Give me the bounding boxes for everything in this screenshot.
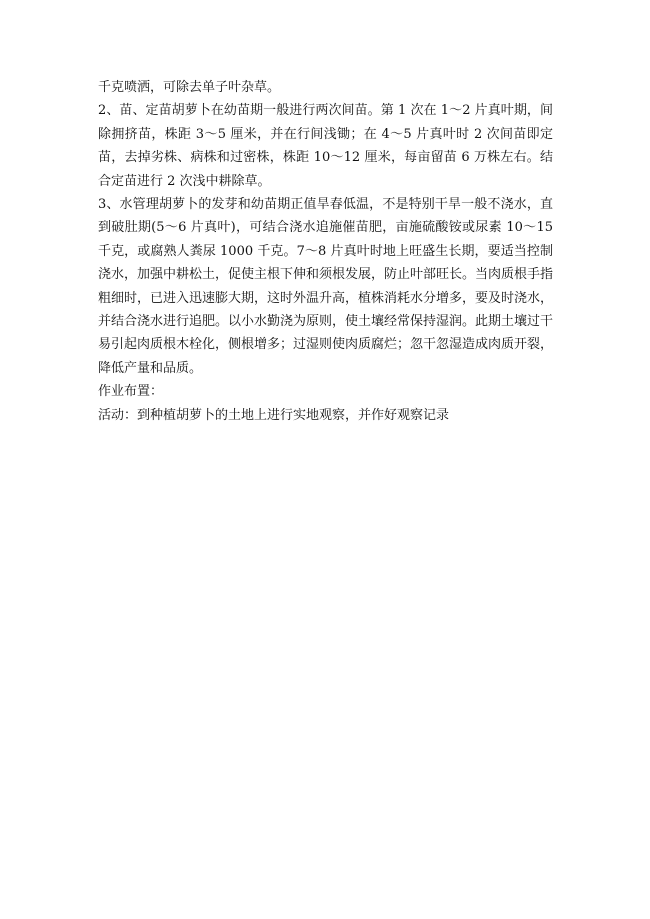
paragraph-herbicide-tail: 千克喷洒，可除去单子叶杂草。 xyxy=(98,80,281,95)
paragraph-thinning: 2、苗、定苗胡萝卜在幼苗期一般进行两次间苗。第 1 次在 1～2 片真叶期，间除拥挤苗，株距 3～5 厘米，并在行间浅锄；在 4～5 片真叶时 2 次间苗即定苗，去掉劣株、病株和过密株，株距 10～12 厘米，每亩留苗 6 万株左右。结合定苗进行 2 次浅中耕除草。 xyxy=(98,103,553,189)
paragraph-water-management: 3、水管理胡萝卜的发芽和幼苗期正值旱春低温，不是特别干旱一般不浇水，直到破肚期(5～6 片真叶)，可结合浇水追施催苗肥，亩施硫酸铵或尿素 10～15 千克，或腐熟人粪尿 1000 千克。7～8 片真叶时地上旺盛生长期，要适当控制浇水，加强中耕松土，促使主根下伸和须根发展，防止叶部旺长。当肉质根手指粗细时，已进入迅速膨大期，这时外温升高，植株消耗水分增多，要及时浇水，并结合浇水进行追肥。以小水勤浇为原则，使土壤经常保持湿润。此期土壤过干易引起肉质根木栓化，侧根增多；过湿则使肉质腐烂；忽干忽湿造成肉质开裂，降低产量和品质。 xyxy=(98,197,554,376)
homework-heading: 作业布置： xyxy=(98,384,164,400)
document-body xyxy=(98,76,553,427)
activity-text: 活动：到种植胡萝卜的土地上进行实地观察，并作好观察记录 xyxy=(98,407,450,423)
